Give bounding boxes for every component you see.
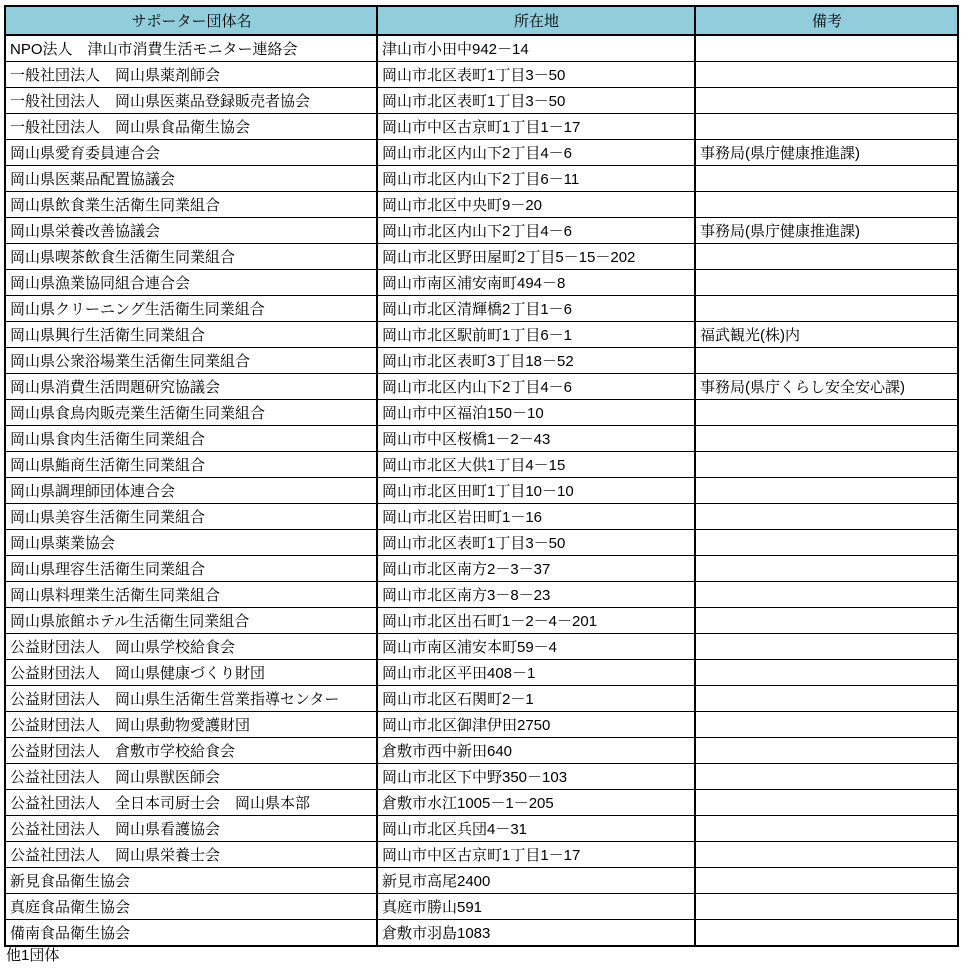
address-cell: 津山市小田中942－14	[377, 35, 695, 62]
table-header-row	[5, 6, 958, 35]
org-name-cell: 岡山県興行生活衛生同業組合	[5, 322, 377, 348]
note-cell	[695, 88, 958, 114]
note-cell	[695, 270, 958, 296]
org-name-cell: 公益財団法人 岡山県動物愛護財団	[5, 712, 377, 738]
org-name-cell: 公益社団法人 岡山県獣医師会	[5, 764, 377, 790]
table-row	[5, 712, 958, 738]
note-cell: 事務局(県庁健康推進課)	[695, 218, 958, 244]
org-name-cell: 公益財団法人 岡山県健康づくり財団	[5, 660, 377, 686]
org-name-cell: 一般社団法人 岡山県食品衛生協会	[5, 114, 377, 140]
org-name-cell: 岡山県食肉生活衛生同業組合	[5, 426, 377, 452]
address-cell: 新見市高尾2400	[377, 868, 695, 894]
note-cell	[695, 920, 958, 947]
note-cell	[695, 296, 958, 322]
address-cell: 岡山市北区内山下2丁目4－6	[377, 374, 695, 400]
note-cell	[695, 192, 958, 218]
note-cell	[695, 348, 958, 374]
org-name-cell: 備南食品衛生協会	[5, 920, 377, 947]
note-cell	[695, 114, 958, 140]
table-row	[5, 478, 958, 504]
note-cell	[695, 660, 958, 686]
address-cell: 岡山市北区御津伊田2750	[377, 712, 695, 738]
address-cell: 岡山市北区内山下2丁目4－6	[377, 140, 695, 166]
address-cell: 岡山市北区南方3－8－23	[377, 582, 695, 608]
address-cell: 岡山市北区出石町1－2－4－201	[377, 608, 695, 634]
table-row	[5, 842, 958, 868]
note-cell	[695, 400, 958, 426]
address-cell: 岡山市中区福泊150－10	[377, 400, 695, 426]
table-row	[5, 374, 958, 400]
table-row	[5, 608, 958, 634]
address-cell: 岡山市南区浦安南町494－8	[377, 270, 695, 296]
note-cell	[695, 790, 958, 816]
address-cell: 岡山市北区石関町2－1	[377, 686, 695, 712]
org-name-cell: 公益社団法人 岡山県看護協会	[5, 816, 377, 842]
org-name-cell: 公益財団法人 倉敷市学校給食会	[5, 738, 377, 764]
address-cell: 岡山市南区浦安本町59－4	[377, 634, 695, 660]
table-row	[5, 296, 958, 322]
column-header-organization-name: サポーター団体名	[5, 6, 377, 35]
org-name-cell: 岡山県理容生活衛生同業組合	[5, 556, 377, 582]
address-cell: 岡山市中区古京町1丁目1－17	[377, 842, 695, 868]
table-row	[5, 790, 958, 816]
note-cell	[695, 582, 958, 608]
table-row	[5, 35, 958, 62]
address-cell: 岡山市中区古京町1丁目1－17	[377, 114, 695, 140]
note-cell: 福武観光(株)内	[695, 322, 958, 348]
column-header-address: 所在地	[377, 6, 695, 35]
org-name-cell: 岡山県漁業協同組合連合会	[5, 270, 377, 296]
org-name-cell: 岡山県調理師団体連合会	[5, 478, 377, 504]
address-cell: 岡山市北区下中野350－103	[377, 764, 695, 790]
note-cell: 事務局(県庁くらし安全安心課)	[695, 374, 958, 400]
org-name-cell: 岡山県愛育委員連合会	[5, 140, 377, 166]
org-name-cell: 岡山県美容生活衛生同業組合	[5, 504, 377, 530]
org-name-cell: 新見食品衛生協会	[5, 868, 377, 894]
table-row	[5, 686, 958, 712]
note-cell	[695, 634, 958, 660]
supporter-organizations-table	[4, 5, 959, 947]
column-header-remarks: 備考	[695, 6, 958, 35]
note-cell	[695, 62, 958, 88]
address-cell: 岡山市北区田町1丁目10－10	[377, 478, 695, 504]
org-name-cell: 岡山県公衆浴場業生活衛生同業組合	[5, 348, 377, 374]
note-cell	[695, 816, 958, 842]
org-name-cell: 岡山県鮨商生活衛生同業組合	[5, 452, 377, 478]
table-row	[5, 920, 958, 947]
address-cell: 岡山市北区表町3丁目18－52	[377, 348, 695, 374]
org-name-cell: 公益財団法人 岡山県生活衛生営業指導センター	[5, 686, 377, 712]
table-row	[5, 530, 958, 556]
table-row	[5, 140, 958, 166]
table-row	[5, 166, 958, 192]
address-cell: 岡山市北区表町1丁目3－50	[377, 62, 695, 88]
address-cell: 岡山市北区岩田町1－16	[377, 504, 695, 530]
note-cell	[695, 504, 958, 530]
address-cell: 岡山市北区兵団4－31	[377, 816, 695, 842]
address-cell: 岡山市北区大供1丁目4－15	[377, 452, 695, 478]
table-row	[5, 556, 958, 582]
table-row	[5, 660, 958, 686]
note-cell	[695, 842, 958, 868]
org-name-cell: 公益社団法人 岡山県栄養士会	[5, 842, 377, 868]
table-row	[5, 322, 958, 348]
table-row	[5, 868, 958, 894]
address-cell: 岡山市北区平田408－1	[377, 660, 695, 686]
note-cell	[695, 712, 958, 738]
table-row	[5, 244, 958, 270]
address-cell: 岡山市中区桜橋1－2－43	[377, 426, 695, 452]
note-cell	[695, 452, 958, 478]
org-name-cell: 岡山県医薬品配置協議会	[5, 166, 377, 192]
table-row	[5, 400, 958, 426]
address-cell: 岡山市北区駅前町1丁目6－1	[377, 322, 695, 348]
org-name-cell: 岡山県料理業生活衛生同業組合	[5, 582, 377, 608]
org-name-cell: 公益財団法人 岡山県学校給食会	[5, 634, 377, 660]
org-name-cell: 岡山県喫茶飲食生活衛生同業組合	[5, 244, 377, 270]
table-row	[5, 894, 958, 920]
address-cell: 岡山市北区内山下2丁目4－6	[377, 218, 695, 244]
address-cell: 岡山市北区清輝橋2丁目1－6	[377, 296, 695, 322]
note-cell	[695, 608, 958, 634]
org-name-cell: 岡山県栄養改善協議会	[5, 218, 377, 244]
address-cell: 真庭市勝山591	[377, 894, 695, 920]
table-row	[5, 504, 958, 530]
table-row	[5, 218, 958, 244]
org-name-cell: 一般社団法人 岡山県医薬品登録販売者協会	[5, 88, 377, 114]
address-cell: 倉敷市水江1005－1－205	[377, 790, 695, 816]
other-organizations-note: 他1団体	[6, 947, 60, 964]
address-cell: 岡山市北区表町1丁目3－50	[377, 530, 695, 556]
note-cell	[695, 530, 958, 556]
table-row	[5, 192, 958, 218]
org-name-cell: NPO法人 津山市消費生活モニター連絡会	[5, 35, 377, 62]
note-cell	[695, 764, 958, 790]
note-cell: 事務局(県庁健康推進課)	[695, 140, 958, 166]
table-row	[5, 634, 958, 660]
note-cell	[695, 738, 958, 764]
org-name-cell: 真庭食品衛生協会	[5, 894, 377, 920]
org-name-cell: 公益社団法人 全日本司厨士会 岡山県本部	[5, 790, 377, 816]
note-cell	[695, 166, 958, 192]
table-row	[5, 738, 958, 764]
note-cell	[695, 868, 958, 894]
note-cell	[695, 686, 958, 712]
table-row	[5, 426, 958, 452]
table-row	[5, 114, 958, 140]
address-cell: 岡山市北区南方2－3－37	[377, 556, 695, 582]
table-row	[5, 270, 958, 296]
address-cell: 岡山市北区中央町9－20	[377, 192, 695, 218]
note-cell	[695, 426, 958, 452]
org-name-cell: 岡山県旅館ホテル生活衛生同業組合	[5, 608, 377, 634]
org-name-cell: 一般社団法人 岡山県薬剤師会	[5, 62, 377, 88]
org-name-cell: 岡山県消費生活問題研究協議会	[5, 374, 377, 400]
note-cell	[695, 478, 958, 504]
note-cell	[695, 244, 958, 270]
org-name-cell: 岡山県クリーニング生活衛生同業組合	[5, 296, 377, 322]
table-row	[5, 348, 958, 374]
note-cell	[695, 35, 958, 62]
org-name-cell: 岡山県薬業協会	[5, 530, 377, 556]
address-cell: 倉敷市羽島1083	[377, 920, 695, 947]
address-cell: 倉敷市西中新田640	[377, 738, 695, 764]
note-cell	[695, 556, 958, 582]
org-name-cell: 岡山県飲食業生活衛生同業組合	[5, 192, 377, 218]
org-name-cell: 岡山県食鳥肉販売業生活衛生同業組合	[5, 400, 377, 426]
note-cell	[695, 894, 958, 920]
address-cell: 岡山市北区野田屋町2丁目5－15－202	[377, 244, 695, 270]
table-row	[5, 582, 958, 608]
table-row	[5, 764, 958, 790]
table-row	[5, 816, 958, 842]
table-body	[5, 35, 958, 946]
table-row	[5, 452, 958, 478]
table-row	[5, 88, 958, 114]
table-row	[5, 62, 958, 88]
address-cell: 岡山市北区内山下2丁目6－11	[377, 166, 695, 192]
address-cell: 岡山市北区表町1丁目3－50	[377, 88, 695, 114]
